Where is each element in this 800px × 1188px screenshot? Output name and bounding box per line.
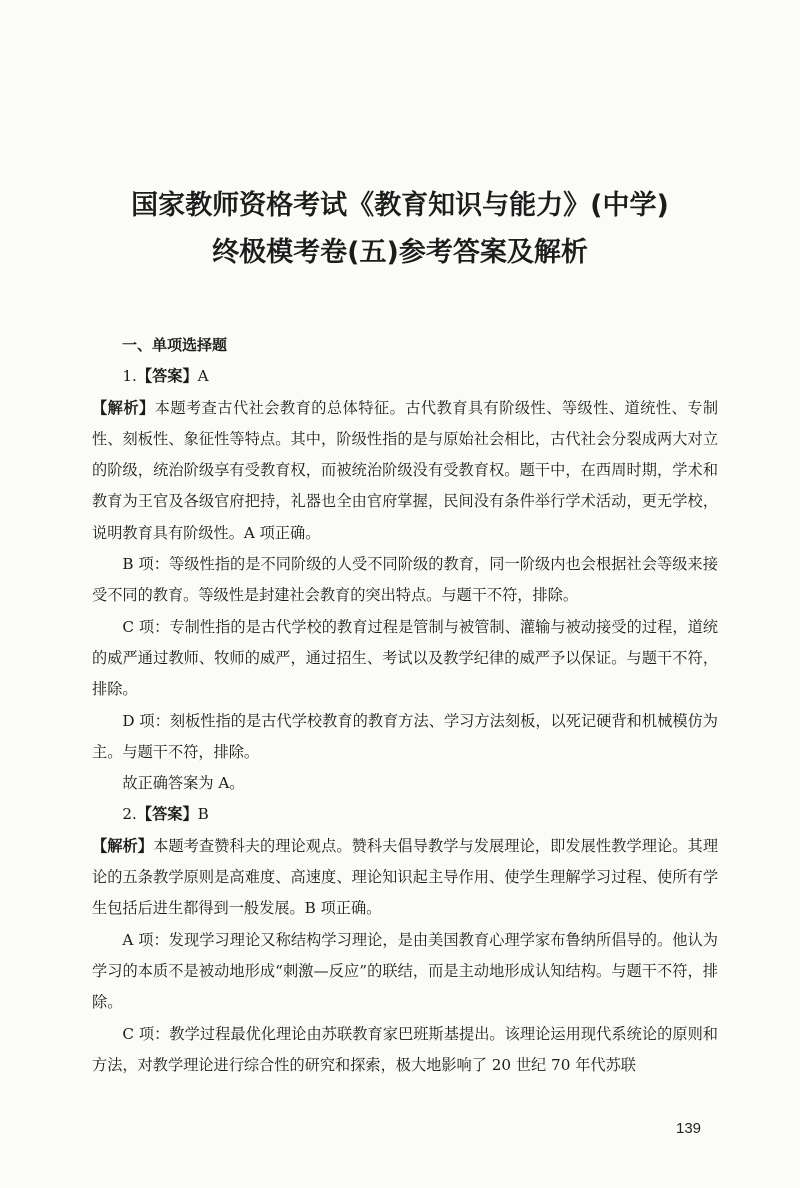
q1-answer-line [92,361,718,392]
q2-answer: B [197,805,209,824]
q1-answer: A [197,367,209,386]
q1-number: 1. [122,367,137,386]
q2-analysis-tag: 【解析】 [92,836,154,855]
q1-option-c: C 项：专制性指的是古代学校的教育过程是管制与被管制、灌输与被动接受的过程，道统的威严通过教师、牧师的威严，通过招生、考试以及教学纪律的威严予以保证。与题干不符，排除。 [92,617,718,699]
q2-analysis [92,831,718,925]
q1-analysis-text: 本题考查古代社会教育的总体特征。古代教育具有阶级性、等级性、道统性、专制性、刻板性、象征性等特点。其中，阶级性指的是与原始社会相比，古代社会分裂成两大对立的阶级，统治阶级享有受教育权，而被统治阶级没有受教育权。题干中，在西周时期，学术和教育为王官及各级官府把持，礼器也全由官府掌握，民间没有条件举行学术活动，更无学校，说明教育具有阶级性。A 项正确。 [92,398,719,542]
q2-answer-tag: 【答案】 [136,805,198,824]
q1-option-b: B 项：等级性指的是不同阶级的人受不同阶级的教育，同一阶级内也会根据社会等级来接受不同的教育。等级性是封建社会教育的突出特点。与题干不符，排除。 [92,555,718,605]
section-heading: 一、单项选择题 [122,336,228,354]
q1-analysis-tag: 【解析】 [92,398,155,417]
q2-analysis-text: 本题考查赞科夫的理论观点。赞科夫倡导教学与发展理论，即发展性教学理论。其理论的五条教学原则是高难度、高速度、理论知识起主导作用、使学生理解学习过程、使所有学生包括后进生都得到一般发展。B 项正确。 [92,836,719,918]
page-title-line-2: 终极模考卷(五)参考答案及解析 [212,237,588,268]
answer-body [92,330,718,1081]
q1-answer-tag: 【答案】 [136,367,198,386]
page-number: 139 [676,1120,702,1137]
q2-answer-line [92,799,718,830]
q2-option-c: C 项：教学过程最优化理论由苏联教育家巴班斯基提出。该理论运用现代系统论的原则和方法，对教学理论进行综合性的研究和探索，极大地影响了 20 世纪 70 年代苏联 [92,1024,718,1074]
q1-option-d: D 项：刻板性指的是古代学校教育的教育方法、学习方法刻板，以死记硬背和机械模仿为主。与题干不符，排除。 [92,711,718,761]
q2-option-a: A 项：发现学习理论又称结构学习理论，是由美国教育心理学家布鲁纳所倡导的。他认为学习的本质不是被动地形成“刺激—反应”的联结，而是主动地形成认知结构。与题干不符，排除。 [92,930,718,1012]
page-title-line-1: 国家教师资格考试《教育知识与能力》(中学) [131,190,669,221]
q2-number: 2. [122,805,137,824]
q1-conclusion: 故正确答案为 A。 [122,774,245,793]
q1-analysis [92,393,718,549]
